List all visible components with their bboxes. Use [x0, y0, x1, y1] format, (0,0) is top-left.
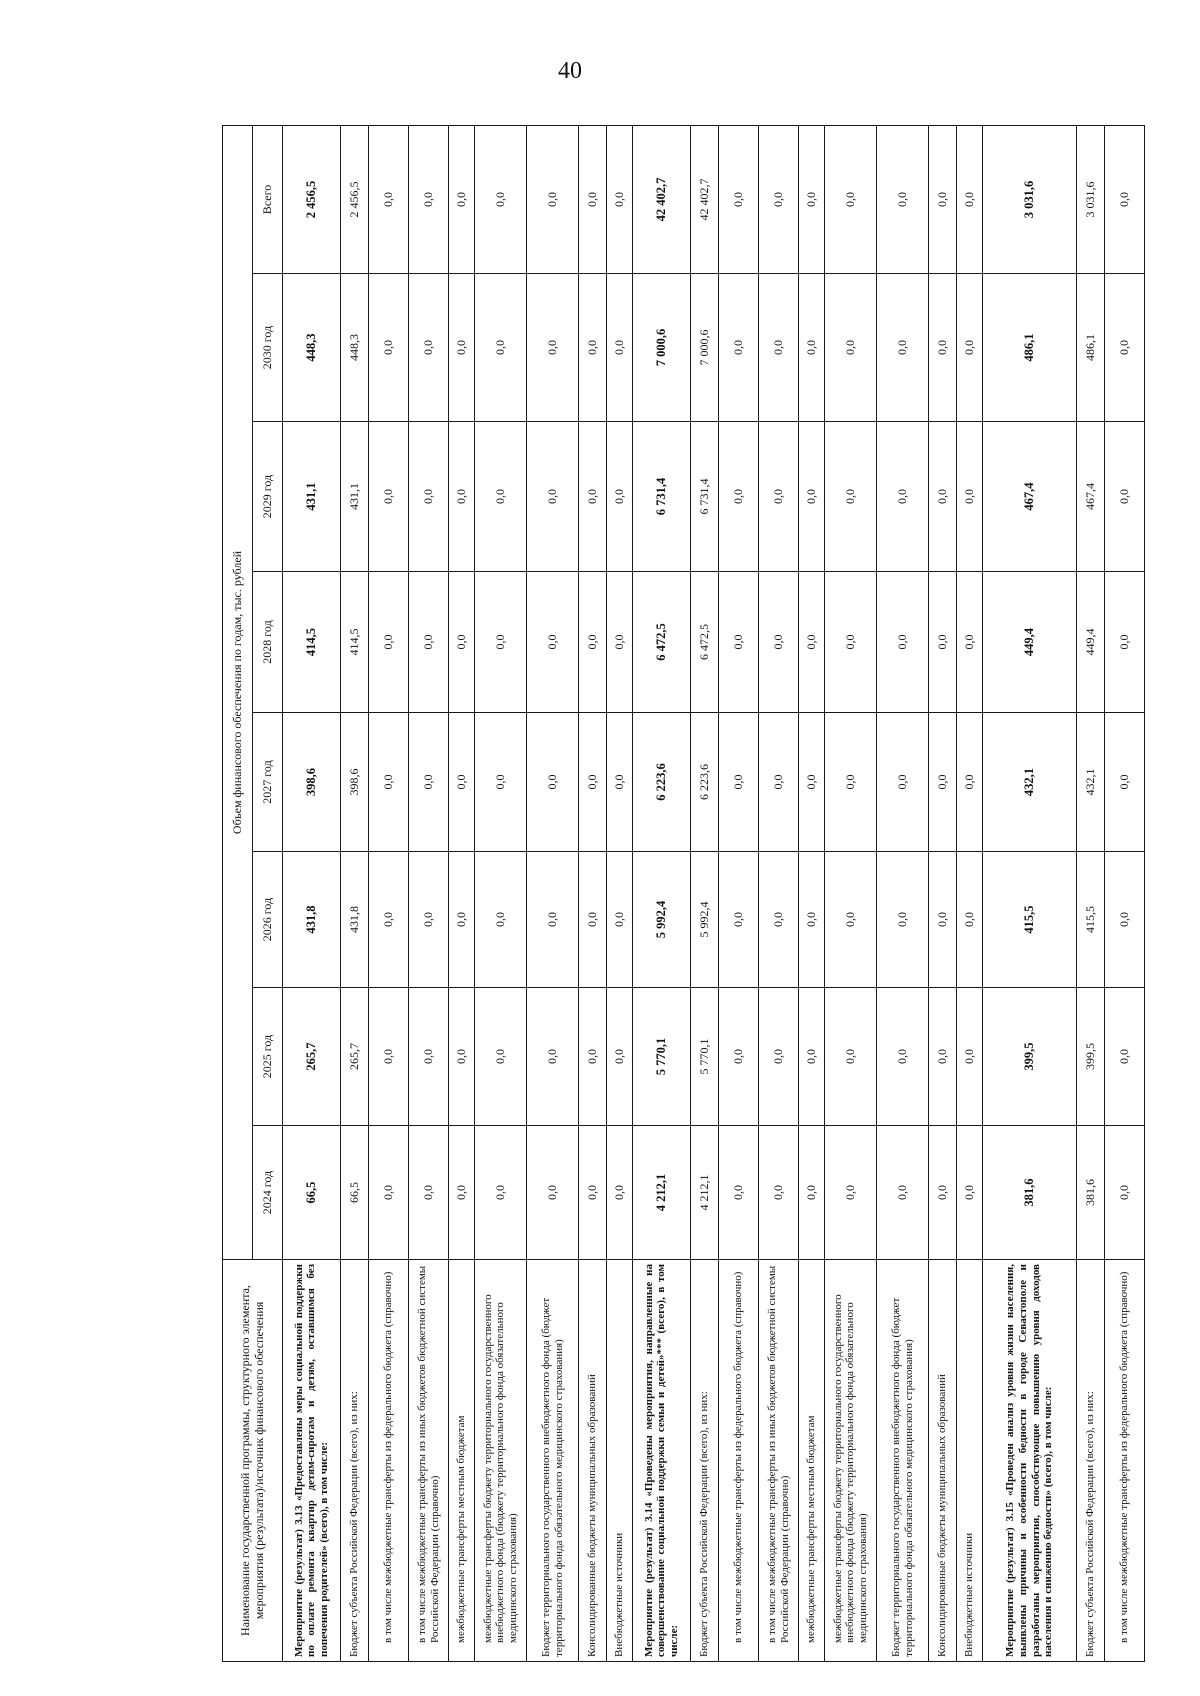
- row-value-2030: 0,0: [957, 274, 983, 422]
- row-value-2028: 0,0: [527, 572, 579, 713]
- row-label: в том числе межбюджетные трансферты из федерального бюджета (справочно): [1105, 1260, 1145, 1662]
- table-row: [369, 125, 409, 1661]
- row-value-2024: 0,0: [929, 1126, 957, 1260]
- row-value-2028: 0,0: [449, 572, 475, 713]
- row-value-total: 0,0: [759, 125, 799, 273]
- row-value-2025: 5 770,1: [633, 988, 691, 1126]
- row-value-2027: 0,0: [957, 713, 983, 852]
- row-value-2030: 486,1: [1077, 274, 1105, 422]
- row-value-2030: 0,0: [475, 274, 527, 422]
- row-value-2025: 0,0: [877, 988, 929, 1126]
- header-group: Объем финансового обеспечения по годам, тыс. рублей: [223, 125, 253, 1259]
- table-row: [475, 125, 527, 1661]
- row-value-2027: 0,0: [719, 713, 759, 852]
- row-value-2028: 414,5: [283, 572, 341, 713]
- row-value-2025: 0,0: [607, 988, 633, 1126]
- row-label: межбюджетные трансферты местным бюджетам: [799, 1260, 825, 1662]
- header-year-4: 2027 год: [253, 713, 283, 852]
- row-value-2026: 0,0: [579, 852, 607, 988]
- row-value-2026: 0,0: [409, 852, 449, 988]
- row-value-2030: 0,0: [1105, 274, 1145, 422]
- row-value-2030: 448,3: [283, 274, 341, 422]
- row-value-2025: 5 770,1: [691, 988, 719, 1126]
- row-value-2026: 0,0: [527, 852, 579, 988]
- row-value-2025: 0,0: [409, 988, 449, 1126]
- row-value-total: 0,0: [409, 125, 449, 273]
- row-label: межбюджетные трансферты местным бюджетам: [449, 1260, 475, 1662]
- row-value-2029: 467,4: [1077, 422, 1105, 572]
- row-label: Бюджет субъекта Российской Федерации (всего), из них:: [1077, 1260, 1105, 1662]
- row-value-total: 0,0: [1105, 125, 1145, 273]
- row-value-2024: 381,6: [1077, 1126, 1105, 1260]
- row-value-2024: 0,0: [409, 1126, 449, 1260]
- header-year-3: 2026 год: [253, 852, 283, 988]
- row-value-2028: 0,0: [877, 572, 929, 713]
- row-value-2024: 0,0: [799, 1126, 825, 1260]
- row-value-2025: 0,0: [1105, 988, 1145, 1126]
- row-value-2025: 399,5: [983, 988, 1077, 1126]
- row-value-total: 0,0: [877, 125, 929, 273]
- row-value-total: 42 402,7: [691, 125, 719, 273]
- row-value-2026: 0,0: [957, 852, 983, 988]
- row-label: Мероприятие (результат) 3.14 «Проведены мероприятия, направленные на совершенствование социальной поддержки семьи и детей»*** (всего), в том числе:: [633, 1260, 691, 1662]
- table-row: [691, 125, 719, 1661]
- header-year-8: Всего: [253, 125, 283, 273]
- row-value-2025: 265,7: [341, 988, 369, 1126]
- row-label: Мероприятие (результат) 3.13 «Предоставлены меры социальной поддержки по оплате ремонта квартир детям-сиротам и детям, оставшимся без попечения родителей» (всего), в том числе:: [283, 1260, 341, 1662]
- row-value-2028: 0,0: [825, 572, 877, 713]
- row-value-total: 3 031,6: [1077, 125, 1105, 273]
- row-value-2026: 0,0: [369, 852, 409, 988]
- row-value-2029: 0,0: [759, 422, 799, 572]
- row-value-2027: 0,0: [527, 713, 579, 852]
- row-value-2028: 0,0: [799, 572, 825, 713]
- row-value-2026: 415,5: [1077, 852, 1105, 988]
- row-value-2026: 0,0: [719, 852, 759, 988]
- row-label: Консолидированные бюджеты муниципальных образований: [929, 1260, 957, 1662]
- row-value-2029: 431,1: [283, 422, 341, 572]
- header-year-2: 2025 год: [253, 988, 283, 1126]
- row-value-2027: 0,0: [475, 713, 527, 852]
- row-value-total: 0,0: [475, 125, 527, 273]
- row-value-2026: 5 992,4: [633, 852, 691, 988]
- header-year-1: 2024 год: [253, 1126, 283, 1260]
- table-row: [719, 125, 759, 1661]
- row-value-2030: 7 000,6: [691, 274, 719, 422]
- table-row: [633, 125, 691, 1661]
- row-label: в том числе межбюджетные трансферты из иных бюджетов бюджетной системы Российской Федерации (справочно): [409, 1260, 449, 1662]
- row-value-2029: 467,4: [983, 422, 1077, 572]
- row-value-2027: 0,0: [369, 713, 409, 852]
- row-value-2029: 0,0: [719, 422, 759, 572]
- row-label: в том числе межбюджетные трансферты из федерального бюджета (справочно): [369, 1260, 409, 1662]
- table-row: [825, 125, 877, 1661]
- row-value-2027: 0,0: [929, 713, 957, 852]
- row-value-2029: 0,0: [877, 422, 929, 572]
- row-value-2028: 0,0: [759, 572, 799, 713]
- row-value-2024: 0,0: [607, 1126, 633, 1260]
- row-value-2026: 415,5: [983, 852, 1077, 988]
- row-value-2028: 0,0: [409, 572, 449, 713]
- row-value-2024: 4 212,1: [691, 1126, 719, 1260]
- row-value-2026: 0,0: [759, 852, 799, 988]
- row-value-2028: 0,0: [1105, 572, 1145, 713]
- row-value-2024: 66,5: [283, 1126, 341, 1260]
- table-row: [957, 125, 983, 1661]
- header-year-5: 2028 год: [253, 572, 283, 713]
- row-value-total: 0,0: [449, 125, 475, 273]
- row-value-2027: 0,0: [579, 713, 607, 852]
- row-value-2024: 0,0: [759, 1126, 799, 1260]
- row-value-total: 0,0: [607, 125, 633, 273]
- table-body: [283, 125, 1145, 1661]
- row-value-2028: 449,4: [1077, 572, 1105, 713]
- row-value-2024: 66,5: [341, 1126, 369, 1260]
- row-label: межбюджетные трансферты бюджету территориального государственного внебюджетного фонда (бюджету территориального фонда обязательного медицинского страхования): [825, 1260, 877, 1662]
- table-row: [799, 125, 825, 1661]
- row-value-2030: 0,0: [929, 274, 957, 422]
- row-value-2028: 0,0: [607, 572, 633, 713]
- row-value-total: 0,0: [929, 125, 957, 273]
- row-value-2026: 0,0: [825, 852, 877, 988]
- row-value-2027: 0,0: [799, 713, 825, 852]
- row-value-2025: 0,0: [759, 988, 799, 1126]
- row-label: в том числе межбюджетные трансферты из федерального бюджета (справочно): [719, 1260, 759, 1662]
- row-value-2027: 0,0: [409, 713, 449, 852]
- row-value-2027: 398,6: [283, 713, 341, 852]
- row-value-2026: 0,0: [799, 852, 825, 988]
- table-row: [449, 125, 475, 1661]
- row-value-total: 0,0: [825, 125, 877, 273]
- row-value-2028: 0,0: [475, 572, 527, 713]
- row-value-2025: 0,0: [719, 988, 759, 1126]
- row-value-2028: 0,0: [719, 572, 759, 713]
- row-value-2027: 0,0: [759, 713, 799, 852]
- row-value-2030: 0,0: [527, 274, 579, 422]
- row-value-2025: 0,0: [369, 988, 409, 1126]
- row-value-2030: 0,0: [825, 274, 877, 422]
- row-value-2027: 432,1: [983, 713, 1077, 852]
- row-value-2029: 0,0: [929, 422, 957, 572]
- row-value-2029: 6 731,4: [633, 422, 691, 572]
- row-value-2029: 431,1: [341, 422, 369, 572]
- row-value-2028: 414,5: [341, 572, 369, 713]
- row-value-total: 0,0: [719, 125, 759, 273]
- row-value-2026: 0,0: [929, 852, 957, 988]
- table-row: [409, 125, 449, 1661]
- row-value-2026: 0,0: [877, 852, 929, 988]
- table-row: [527, 125, 579, 1661]
- row-value-2025: 0,0: [799, 988, 825, 1126]
- row-value-2030: 0,0: [607, 274, 633, 422]
- row-value-2024: 4 212,1: [633, 1126, 691, 1260]
- row-value-2026: 431,8: [341, 852, 369, 988]
- row-value-2030: 0,0: [369, 274, 409, 422]
- row-value-2027: 0,0: [607, 713, 633, 852]
- row-value-2028: 0,0: [929, 572, 957, 713]
- row-label: Бюджет территориального государственного внебюджетного фонда (бюджет территориального фонда обязательного медицинского страхования): [877, 1260, 929, 1662]
- table-row: [1105, 125, 1145, 1661]
- row-value-2029: 0,0: [607, 422, 633, 572]
- row-value-2026: 5 992,4: [691, 852, 719, 988]
- row-label: Мероприятие (результат) 3.15 «Проведен анализ уровня жизни населения, выявлены причины и особенности бедности в городе Севастополе и разработаны мероприятия, способствующие повышению уровня доходов населения и снижению бедности» (всего), в том числе:: [983, 1260, 1077, 1662]
- row-value-2024: 0,0: [825, 1126, 877, 1260]
- table-landscape-box: [222, 126, 1131, 1662]
- header-name-column: Наименование государственной программы, структурного элемента, мероприятия (результата)/источник финансового обеспечения: [223, 1260, 283, 1662]
- row-label: межбюджетные трансферты бюджету территориального государственного внебюджетного фонда (бюджету территориального фонда обязательного медицинского страхования): [475, 1260, 527, 1662]
- row-value-total: 2 456,5: [283, 125, 341, 273]
- row-value-2028: 6 472,5: [633, 572, 691, 713]
- row-value-2026: 431,8: [283, 852, 341, 988]
- row-value-2030: 0,0: [409, 274, 449, 422]
- row-value-2027: 6 223,6: [633, 713, 691, 852]
- row-value-2028: 0,0: [579, 572, 607, 713]
- header-year-7: 2030 год: [253, 274, 283, 422]
- row-value-2029: 0,0: [449, 422, 475, 572]
- row-value-2024: 0,0: [449, 1126, 475, 1260]
- row-value-2029: 0,0: [475, 422, 527, 572]
- row-value-2029: 0,0: [957, 422, 983, 572]
- row-value-2029: 0,0: [579, 422, 607, 572]
- row-value-2024: 0,0: [877, 1126, 929, 1260]
- row-value-2025: 265,7: [283, 988, 341, 1126]
- row-value-2024: 0,0: [1105, 1126, 1145, 1260]
- row-value-2025: 0,0: [475, 988, 527, 1126]
- row-value-2027: 6 223,6: [691, 713, 719, 852]
- row-value-2024: 0,0: [369, 1126, 409, 1260]
- table-row: [929, 125, 957, 1661]
- row-value-2025: 0,0: [527, 988, 579, 1126]
- row-value-2026: 0,0: [1105, 852, 1145, 988]
- table-row: [283, 125, 341, 1661]
- row-value-2028: 6 472,5: [691, 572, 719, 713]
- row-value-2028: 0,0: [369, 572, 409, 713]
- row-value-total: 42 402,7: [633, 125, 691, 273]
- row-value-total: 2 456,5: [341, 125, 369, 273]
- row-label: Бюджет территориального государственного внебюджетного фонда (бюджет территориального фонда обязательного медицинского страхования): [527, 1260, 579, 1662]
- row-value-total: 0,0: [799, 125, 825, 273]
- row-value-2026: 0,0: [607, 852, 633, 988]
- row-value-2028: 449,4: [983, 572, 1077, 713]
- row-value-2030: 0,0: [877, 274, 929, 422]
- header-year-6: 2029 год: [253, 422, 283, 572]
- row-value-2027: 0,0: [449, 713, 475, 852]
- row-value-total: 0,0: [527, 125, 579, 273]
- row-label: в том числе межбюджетные трансферты из иных бюджетов бюджетной системы Российской Федерации (справочно): [759, 1260, 799, 1662]
- row-label: Внебюджетные источники: [607, 1260, 633, 1662]
- row-value-2030: 0,0: [579, 274, 607, 422]
- row-value-2029: 0,0: [369, 422, 409, 572]
- row-value-2025: 0,0: [929, 988, 957, 1126]
- row-value-2030: 0,0: [759, 274, 799, 422]
- row-value-2030: 448,3: [341, 274, 369, 422]
- row-value-2026: 0,0: [475, 852, 527, 988]
- row-label: Бюджет субъекта Российской Федерации (всего), из них:: [691, 1260, 719, 1662]
- row-value-2028: 0,0: [957, 572, 983, 713]
- page-number: 40: [558, 58, 582, 84]
- table-row: [341, 125, 369, 1661]
- row-value-total: 0,0: [579, 125, 607, 273]
- financing-table: [222, 125, 1145, 1662]
- row-value-2027: 432,1: [1077, 713, 1105, 852]
- row-value-2029: 0,0: [527, 422, 579, 572]
- table-row: [877, 125, 929, 1661]
- row-value-2030: 486,1: [983, 274, 1077, 422]
- row-label: Консолидированные бюджеты муниципальных образований: [579, 1260, 607, 1662]
- row-value-2024: 0,0: [527, 1126, 579, 1260]
- row-value-2029: 6 731,4: [691, 422, 719, 572]
- row-value-2030: 0,0: [719, 274, 759, 422]
- row-value-2029: 0,0: [825, 422, 877, 572]
- table-rotation-frame: [222, 126, 1131, 1662]
- row-value-total: 3 031,6: [983, 125, 1077, 273]
- table-row: [579, 125, 607, 1661]
- row-value-2024: 0,0: [719, 1126, 759, 1260]
- row-value-total: 0,0: [957, 125, 983, 273]
- row-value-2027: 0,0: [825, 713, 877, 852]
- row-value-2030: 0,0: [799, 274, 825, 422]
- row-value-2024: 0,0: [475, 1126, 527, 1260]
- row-value-2029: 0,0: [799, 422, 825, 572]
- row-value-2024: 381,6: [983, 1126, 1077, 1260]
- row-value-2024: 0,0: [579, 1126, 607, 1260]
- table-row: [607, 125, 633, 1661]
- row-value-2025: 0,0: [957, 988, 983, 1126]
- row-value-2025: 399,5: [1077, 988, 1105, 1126]
- table-row: [1077, 125, 1105, 1661]
- row-value-2025: 0,0: [579, 988, 607, 1126]
- row-value-total: 0,0: [369, 125, 409, 273]
- table-row: [983, 125, 1077, 1661]
- row-value-2025: 0,0: [449, 988, 475, 1126]
- row-value-2025: 0,0: [825, 988, 877, 1126]
- table-row: [759, 125, 799, 1661]
- row-value-2029: 0,0: [409, 422, 449, 572]
- row-value-2030: 7 000,6: [633, 274, 691, 422]
- row-value-2030: 0,0: [449, 274, 475, 422]
- row-value-2027: 0,0: [1105, 713, 1145, 852]
- row-value-2027: 0,0: [877, 713, 929, 852]
- row-value-2026: 0,0: [449, 852, 475, 988]
- row-value-2029: 0,0: [1105, 422, 1145, 572]
- row-value-2024: 0,0: [957, 1126, 983, 1260]
- row-value-2027: 398,6: [341, 713, 369, 852]
- row-label: Бюджет субъекта Российской Федерации (всего), из них:: [341, 1260, 369, 1662]
- row-label: Внебюджетные источники: [957, 1260, 983, 1662]
